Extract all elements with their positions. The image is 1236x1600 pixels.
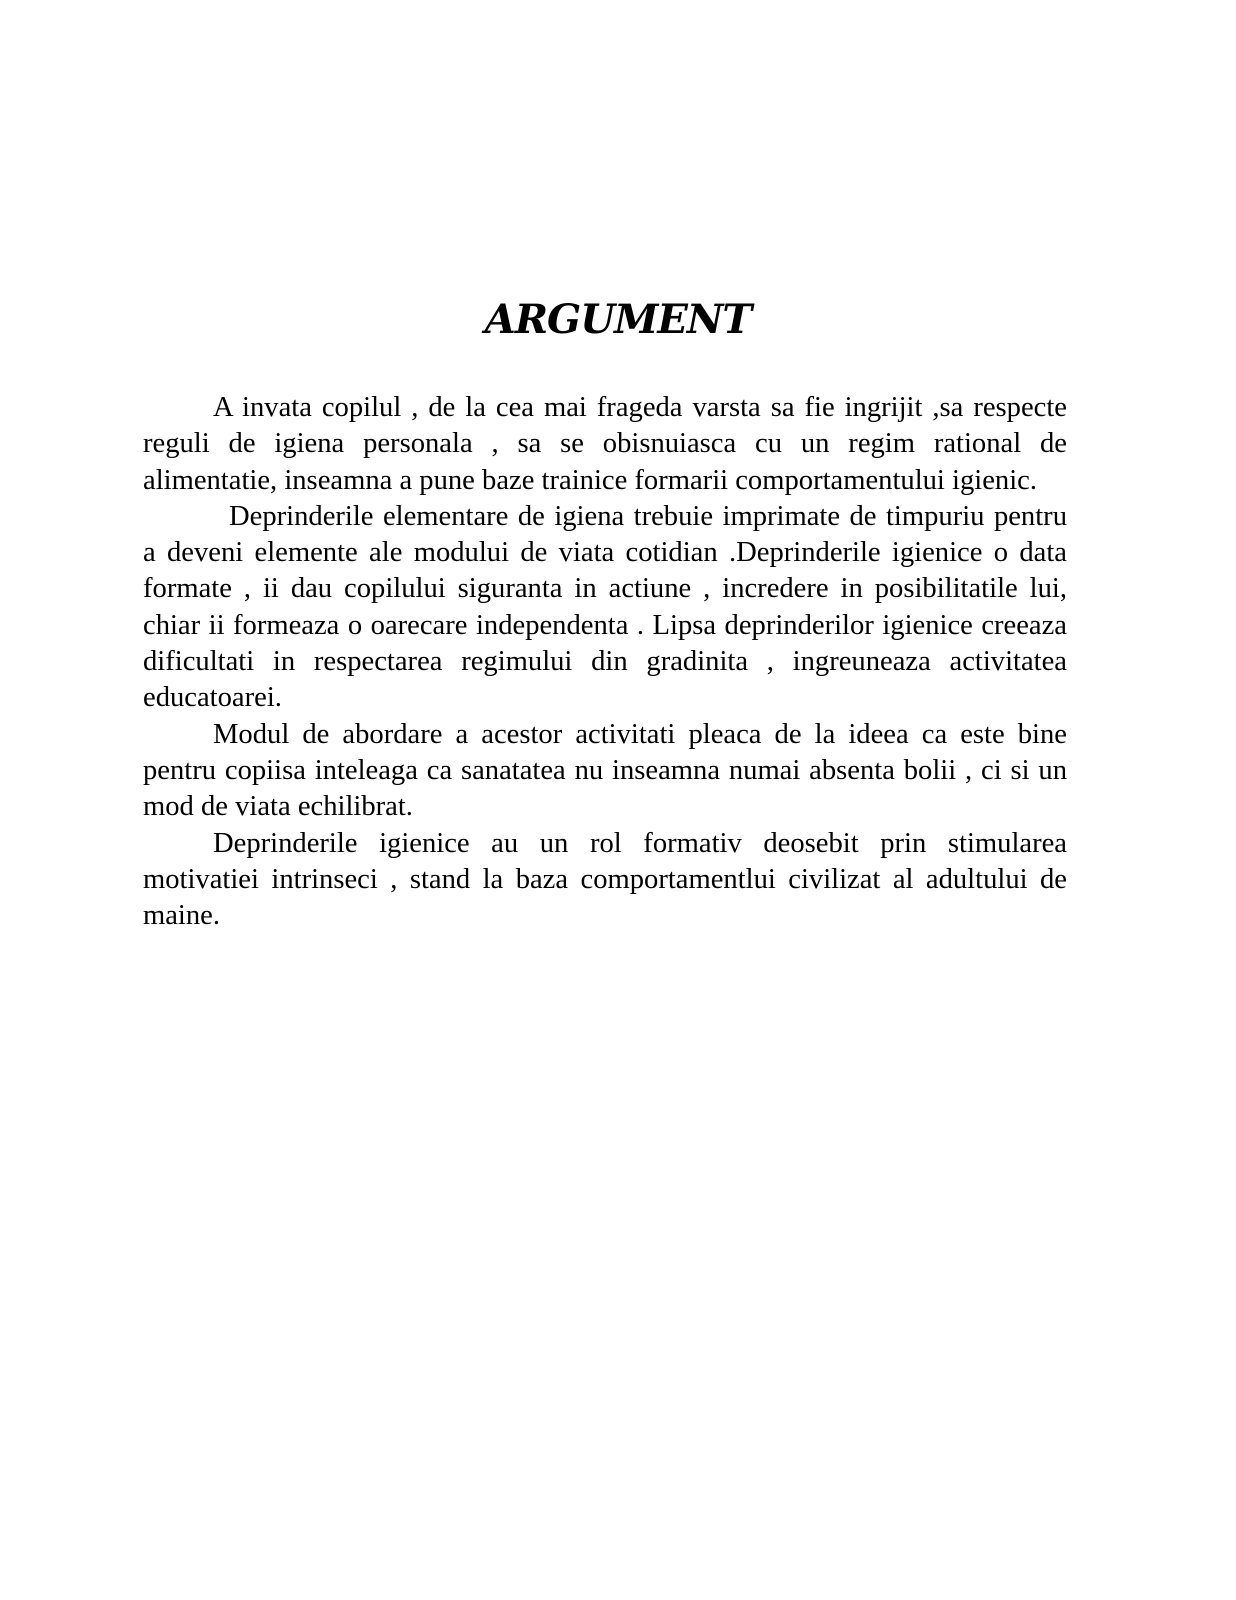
paragraph-1: A invata copilul , de la cea mai frageda varsta sa fie ingrijit ,sa respecte reguli de igiena personala , sa se obisnuiasca cu un regim rational de alimentatie, inseamna a pune baze trainice formarii comportamentului igienic.	[143, 392, 1067, 496]
paragraph-3: Modul de abordare a acestor activitati pleaca de la ideea ca este bine pentru copiisa inteleaga ca sanatatea nu inseamna numai absenta bolii , ci si un mod de viata echilibrat.	[143, 718, 1067, 823]
page-title: ARGUMENT	[484, 296, 752, 343]
body-text	[143, 390, 1067, 934]
paragraph-4: Deprinderile igienice au un rol formativ deosebit prin stimularea motivatiei intrinseci , stand la baza comportamentlui civilizat al adultului de maine.	[143, 827, 1067, 932]
paragraph-2: Deprinderile elementare de igiena trebuie imprimate de timpuriu pentru a deveni elemente ale modului de viata cotidian .Deprinderile igienice o data formate , ii dau copilului siguranta in actiune , incredere in posibilitatile lui, chiar ii formeaza o oarecare independenta . Lipsa deprinderilor igienice creeaza dificultati in respectarea regimului din gradinita , ingreuneaza activitatea educatoarei.	[143, 500, 1067, 714]
